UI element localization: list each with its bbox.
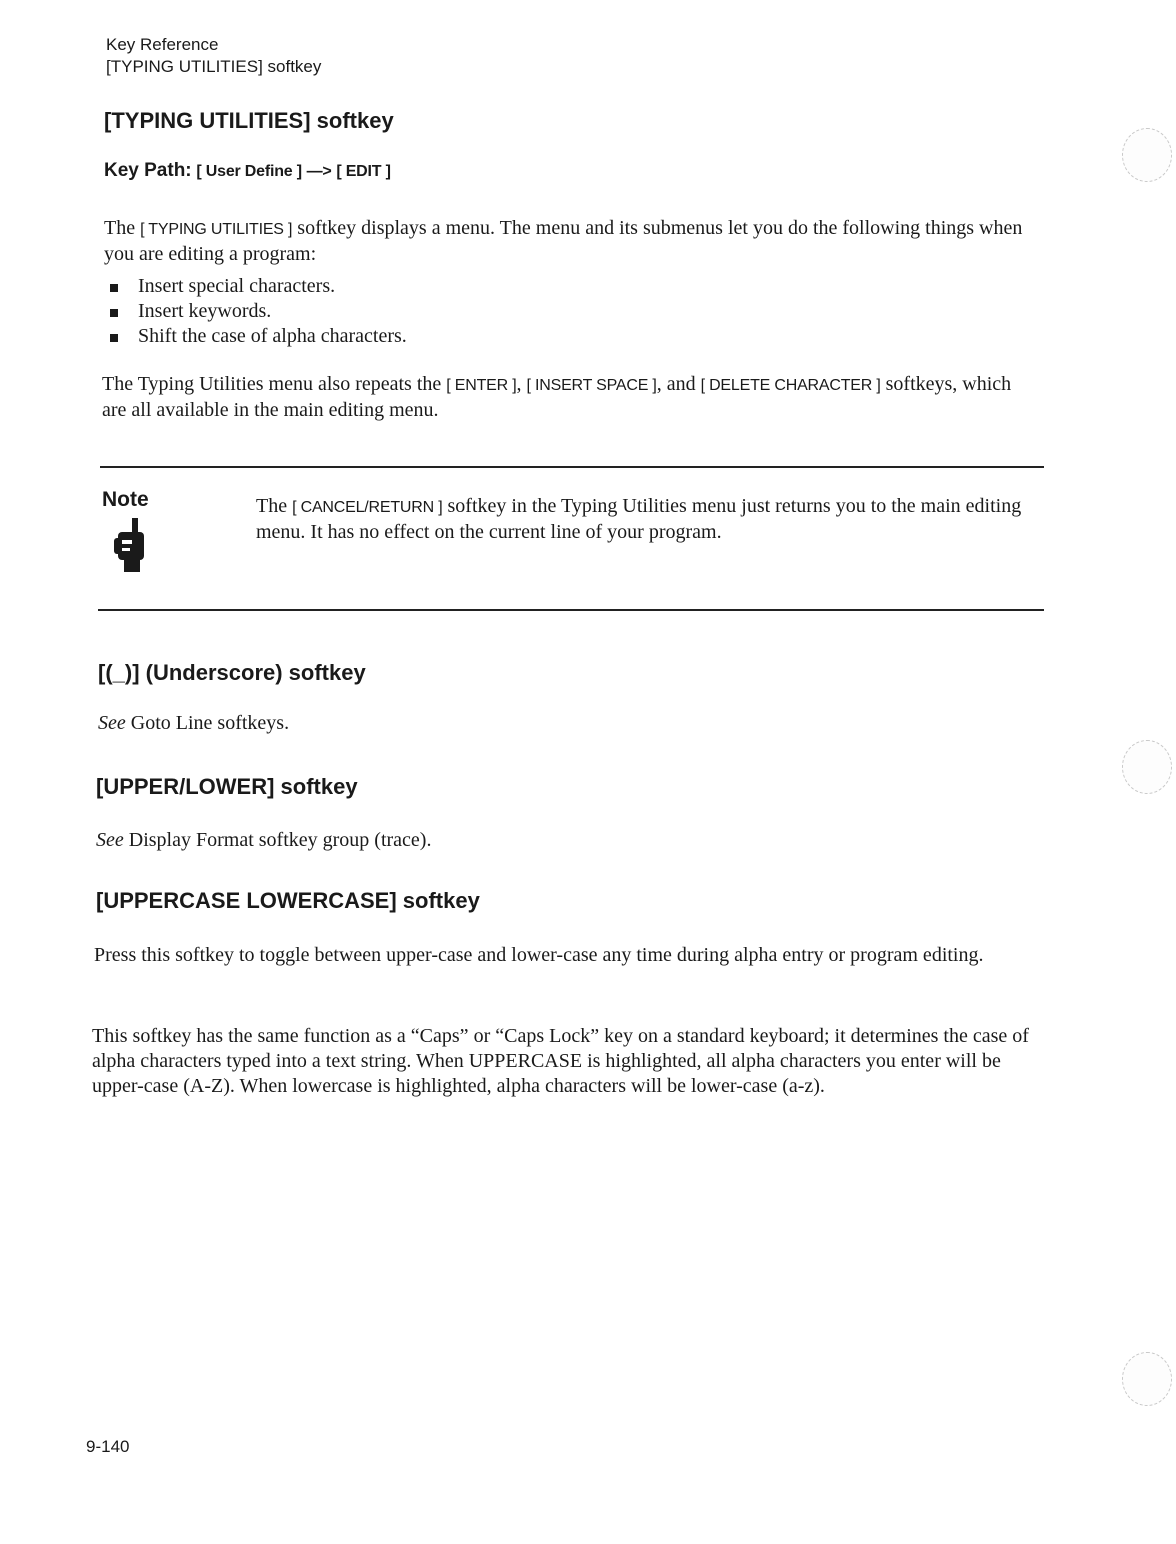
list-item-text: Insert special characters. — [138, 275, 336, 297]
bullet-icon — [110, 284, 118, 292]
binder-hole-top — [1122, 128, 1172, 182]
note-top-rule — [100, 466, 1044, 468]
key-path — [104, 160, 391, 182]
intro-key: [ TYPING UTILITIES ] — [140, 221, 293, 238]
repeat-key-insert-space: [ INSERT SPACE ] — [526, 377, 657, 394]
repeat-key-delete-character: [ DELETE CHARACTER ] — [700, 377, 881, 394]
list-item — [106, 324, 1006, 349]
section-title-uppercase-lowercase: [UPPERCASE LOWERCASE] softkey — [96, 888, 480, 913]
repeat-sep1: , — [516, 373, 522, 395]
binder-hole-bottom — [1122, 1352, 1172, 1406]
list-item — [106, 274, 1006, 299]
hand-icon — [110, 518, 154, 581]
note-text-post: softkey in the Typing Utilities menu just returns you to the main editing menu. It has no effect on the current line of your program. — [256, 495, 1022, 543]
section-title-typing-utilities: [TYPING UTILITIES] softkey — [104, 108, 394, 133]
repeat-paragraph — [102, 372, 1032, 423]
note-label: Note — [102, 488, 149, 511]
running-head-line1: Key Reference — [106, 35, 219, 54]
intro-post: softkey displays a menu. The menu and its submenus let you do the following things when you are editing a program: — [104, 217, 1023, 265]
see-target: Goto Line softkeys. — [130, 712, 290, 734]
key-path-arrow: —> — [306, 163, 332, 180]
list-item-text: Insert keywords. — [138, 300, 272, 322]
key-path-user-define: [ User Define ] — [196, 163, 302, 180]
list-item-text: Shift the case of alpha characters. — [138, 325, 407, 347]
intro-pre: The — [104, 217, 136, 239]
note-text-pre: The — [256, 495, 288, 517]
bullet-icon — [110, 334, 118, 342]
note-key-cancel-return: [ CANCEL/RETURN ] — [292, 499, 443, 516]
page-number: 9-140 — [86, 1437, 130, 1456]
key-path-label: Key Path: — [104, 160, 192, 181]
section-title-upper-lower: [UPPER/LOWER] softkey — [96, 774, 358, 799]
list-item — [106, 299, 1006, 324]
running-head — [106, 34, 321, 78]
running-head-line2: [TYPING UTILITIES] softkey — [106, 57, 322, 76]
repeat-post: softkeys, which are all available in the main editing menu. — [102, 373, 1012, 421]
see-label: See — [98, 712, 126, 734]
note-bottom-rule — [98, 609, 1044, 611]
intro-paragraph — [104, 216, 1044, 267]
key-path-edit: [ EDIT ] — [336, 163, 391, 180]
see-label: See — [96, 829, 124, 851]
binder-hole-middle — [1122, 740, 1172, 794]
see-target: Display Format softkey group (trace). — [128, 829, 432, 851]
bullet-icon — [110, 309, 118, 317]
section-title-underscore: [(_)] (Underscore) softkey — [98, 660, 366, 685]
feature-list — [106, 274, 1006, 349]
note-text — [256, 494, 1046, 545]
uppercase-paragraph-1: Press this softkey to toggle between upper-case and lower-case any time during alpha entry or program editing. — [94, 944, 984, 966]
upper-lower-see-reference — [96, 828, 431, 853]
repeat-pre: The Typing Utilities menu also repeats the — [102, 373, 442, 395]
repeat-sep2: , and — [656, 373, 696, 395]
repeat-key-enter: [ ENTER ] — [446, 377, 517, 394]
uppercase-paragraph-2: This softkey has the same function as a “Caps” or “Caps Lock” key on a standard keyboard; it determines the case of alpha characters typed into a text string. When UPPERCASE is highlighted, all alpha characters you enter will be upper-case (A-Z). When lowercase is highlighted, alpha characters will be lower-case (a-z). — [92, 1025, 1029, 1097]
underscore-see-reference — [98, 711, 289, 736]
